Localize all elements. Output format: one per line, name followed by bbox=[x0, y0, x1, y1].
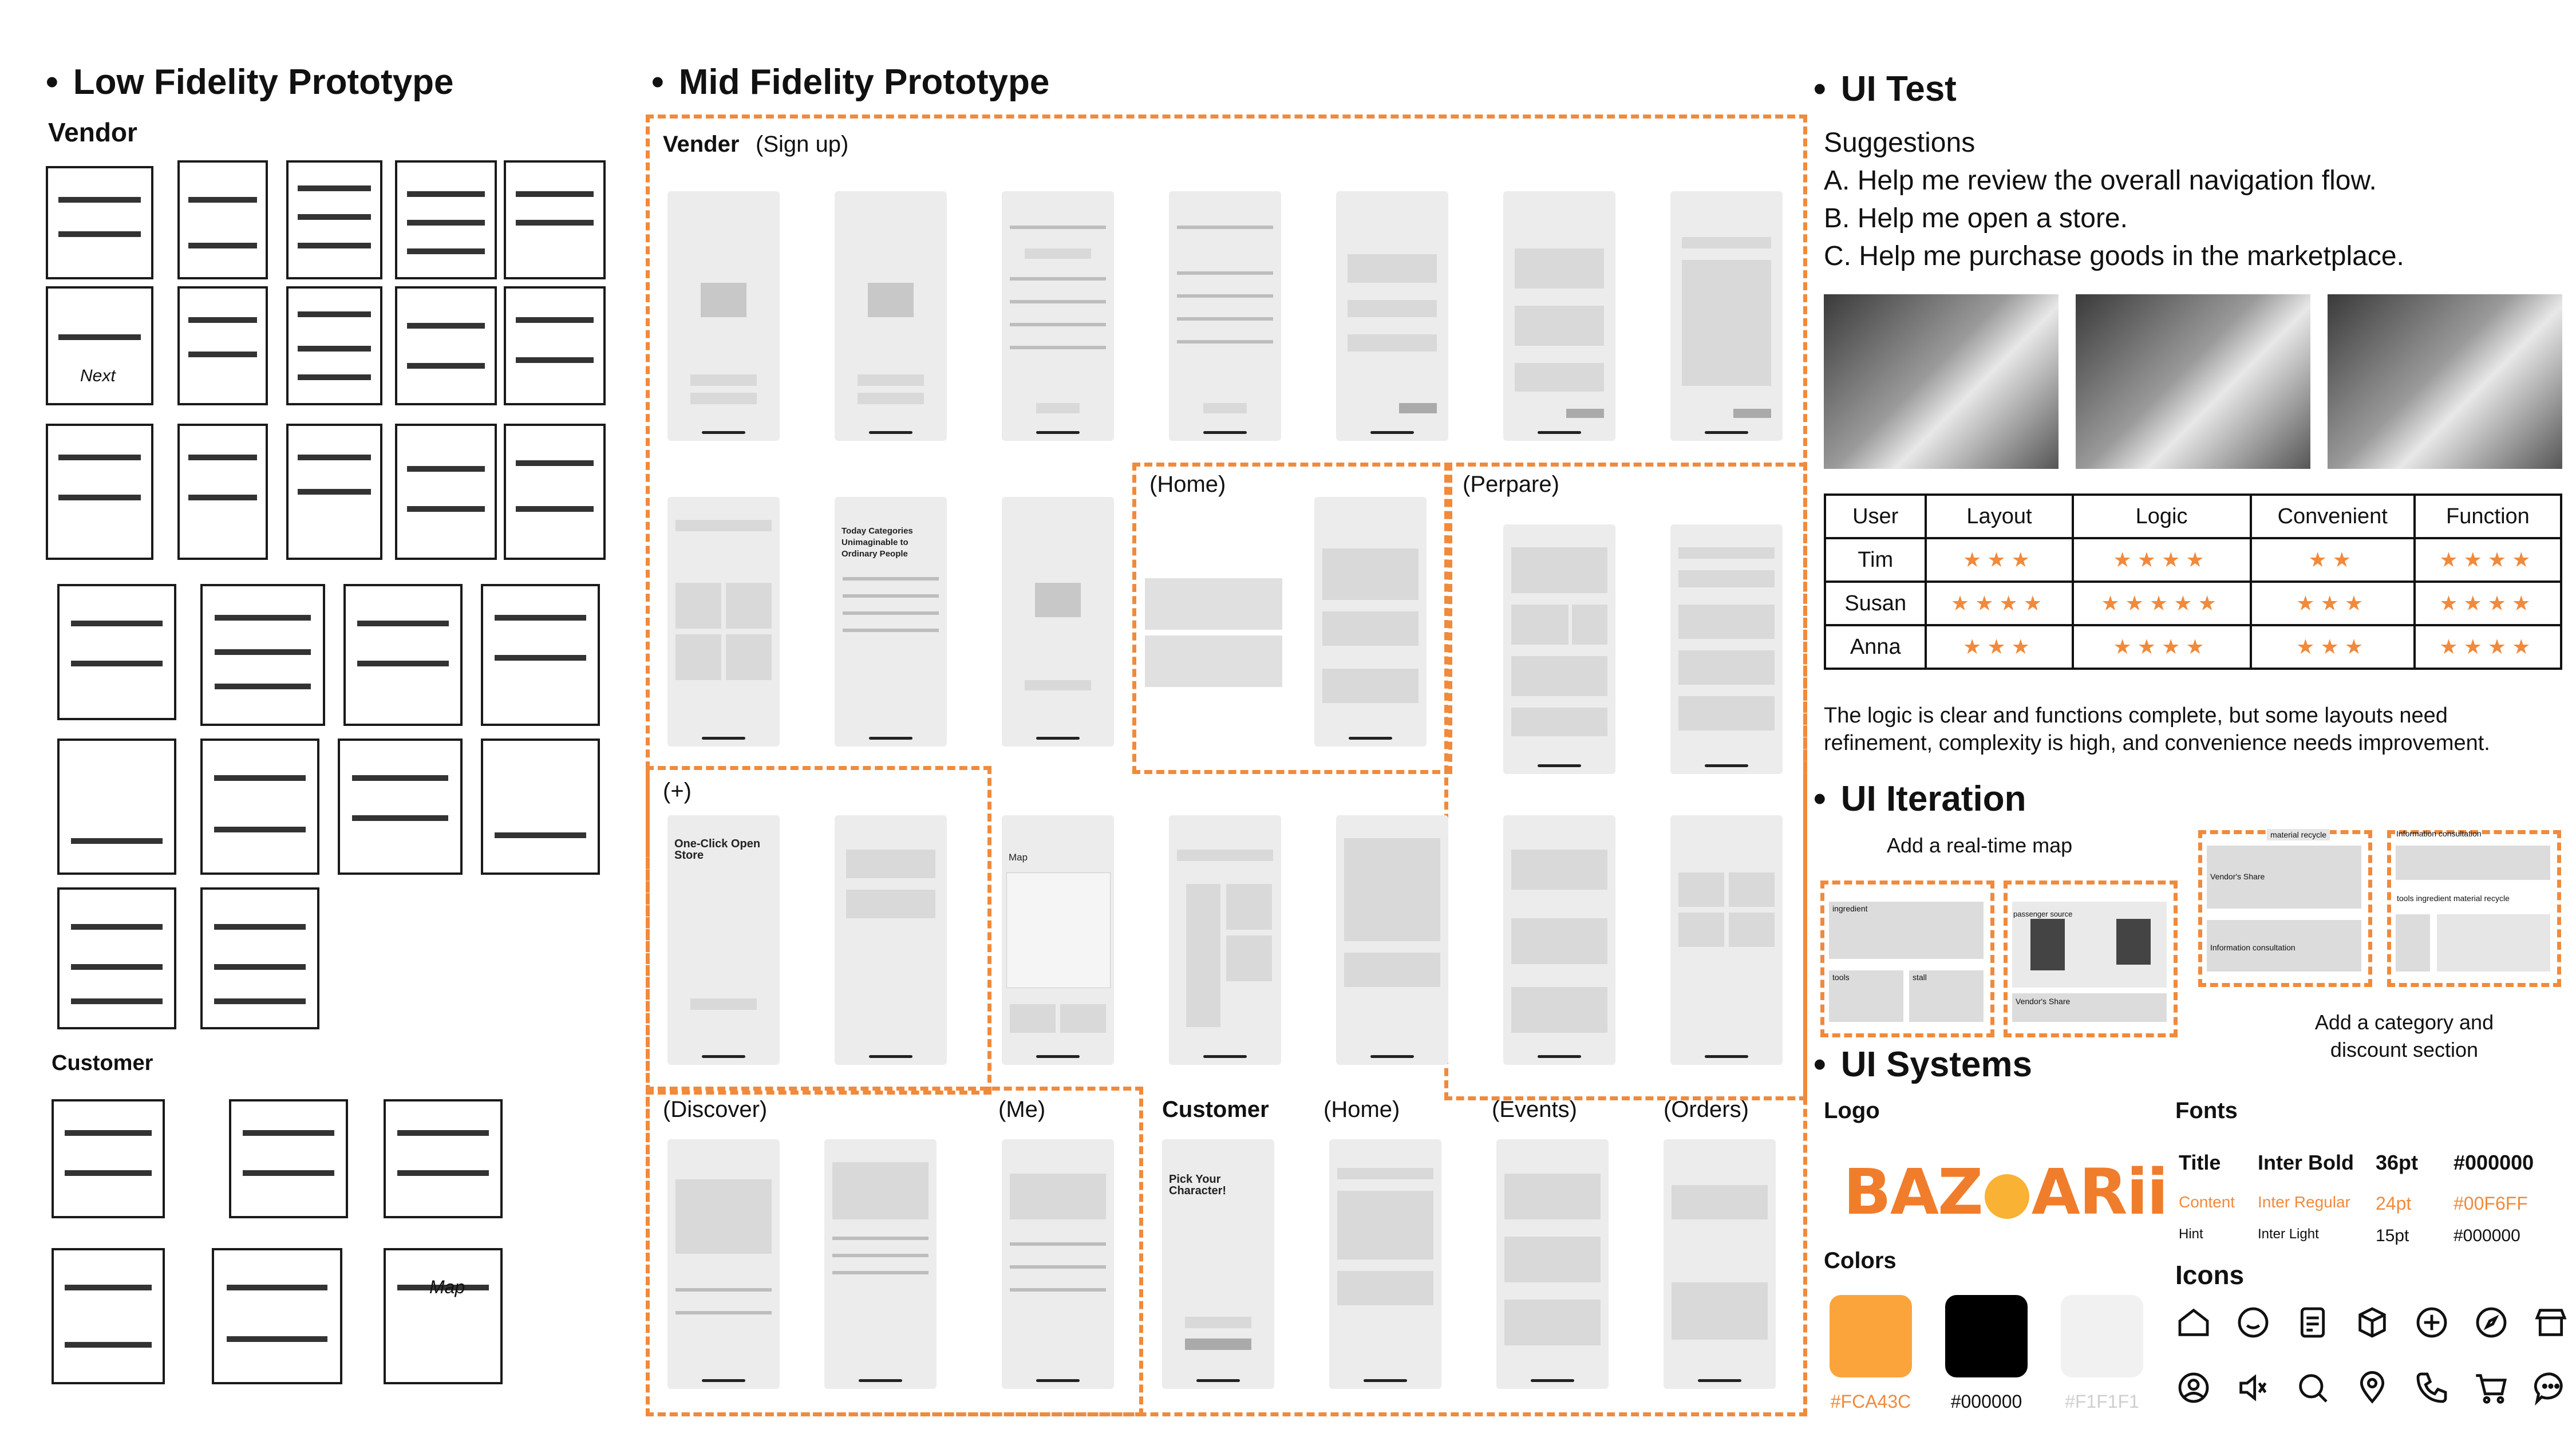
star-rating: ★★★★ bbox=[2073, 538, 2251, 582]
color-label: #000000 bbox=[1950, 1391, 2022, 1412]
rating-table bbox=[1824, 493, 2562, 670]
iteration-text: Information consultation bbox=[2210, 943, 2296, 952]
table-header: User bbox=[1825, 495, 1926, 538]
events-label: (Events) bbox=[1492, 1097, 1577, 1122]
star-rating: ★★★ bbox=[2251, 625, 2415, 669]
plus-label: (+) bbox=[663, 779, 692, 804]
color-swatch bbox=[1830, 1295, 1912, 1377]
phone-screen bbox=[1503, 524, 1615, 774]
low-fi-vendor-label: Vendor bbox=[48, 117, 137, 147]
mid-fi-heading: • Mid Fidelity Prototype bbox=[651, 62, 1049, 102]
phone-screen bbox=[835, 191, 947, 441]
star-rating: ★★ bbox=[2251, 538, 2415, 582]
ui-systems-heading: • UI Systems bbox=[1814, 1044, 2032, 1085]
user-cell: Susan bbox=[1825, 582, 1926, 625]
phone-screen bbox=[1670, 524, 1783, 774]
iteration-screen bbox=[2004, 881, 2178, 1037]
star-rating: ★★★ bbox=[1926, 538, 2072, 582]
iteration-screen bbox=[2387, 830, 2561, 987]
star-rating: ★★★ bbox=[2251, 582, 2415, 625]
logo-text: BAZ bbox=[1843, 1155, 1982, 1229]
bazaarii-logo bbox=[1843, 1155, 2167, 1229]
iteration-text: stall bbox=[1913, 973, 1927, 982]
phone-screen bbox=[1162, 1139, 1274, 1389]
mid-customer-label: Customer bbox=[1162, 1097, 1269, 1122]
user-cell: Anna bbox=[1825, 625, 1926, 669]
color-label: #F1F1F1 bbox=[2065, 1391, 2139, 1412]
phone-screen bbox=[1336, 815, 1448, 1065]
star-rating: ★★★★★ bbox=[2073, 582, 2251, 625]
phone-screen bbox=[1002, 815, 1114, 1065]
phone-screen bbox=[835, 497, 947, 747]
vendor-sketches bbox=[23, 160, 630, 1031]
table-header-row bbox=[1825, 495, 2561, 538]
one-click-text: One-Click Open Store bbox=[674, 838, 761, 862]
phone-screen bbox=[667, 815, 780, 1065]
font-spec: Inter Regular bbox=[2258, 1193, 2350, 1211]
location-icon bbox=[2354, 1369, 2391, 1406]
iteration-text: Vendor's Share bbox=[2210, 872, 2265, 881]
prepare-label: (Perpare) bbox=[1463, 472, 1559, 497]
suggestion-a: A. Help me review the overall navigation flow. bbox=[1824, 165, 2377, 196]
table-header: Convenient bbox=[2251, 495, 2415, 538]
logo-label: Logo bbox=[1824, 1098, 1880, 1123]
font-spec: 15pt bbox=[2376, 1226, 2409, 1245]
mid-vendor-sub: (Sign up) bbox=[756, 132, 849, 157]
iteration-screen bbox=[1820, 881, 1994, 1037]
shop-icon bbox=[2532, 1304, 2569, 1341]
map-text: Map bbox=[1009, 852, 1028, 863]
phone-screen bbox=[1002, 191, 1114, 441]
iteration-note-category: Add a category and discount section bbox=[2314, 1010, 2494, 1061]
phone-screen bbox=[1314, 497, 1427, 747]
phone-screen bbox=[667, 497, 780, 747]
today-text: Today Categories Unimaginable to Ordinary People bbox=[841, 526, 913, 559]
home-label: (Home) bbox=[1149, 472, 1226, 497]
iteration-text: ingredient bbox=[1832, 904, 1868, 913]
icons-label: Icons bbox=[2175, 1260, 2245, 1290]
phone-screen bbox=[1670, 815, 1783, 1065]
logo-face-icon bbox=[1985, 1174, 2029, 1219]
font-spec: #00F6FF bbox=[2453, 1193, 2528, 1214]
table-row bbox=[1825, 582, 2561, 625]
chat-icon bbox=[2532, 1369, 2569, 1406]
ui-test-heading: • UI Test bbox=[1814, 69, 1957, 109]
suggestion-b: B. Help me open a store. bbox=[1824, 203, 2128, 234]
font-spec: Content bbox=[2179, 1193, 2235, 1211]
table-header: Layout bbox=[1926, 495, 2072, 538]
iteration-text: Information consultation bbox=[2396, 829, 2482, 838]
document-icon bbox=[2294, 1304, 2331, 1341]
suggestions-title: Suggestions bbox=[1824, 128, 1976, 158]
star-rating: ★★★★ bbox=[2415, 538, 2561, 582]
discover-label: (Discover) bbox=[663, 1097, 768, 1122]
ui-iteration-heading: • UI Iteration bbox=[1814, 779, 2026, 819]
colors-label: Colors bbox=[1824, 1248, 1897, 1273]
phone-screen bbox=[667, 191, 780, 441]
font-spec: #000000 bbox=[2453, 1226, 2520, 1245]
iteration-screen bbox=[2198, 830, 2372, 987]
table-header: Logic bbox=[2073, 495, 2251, 538]
plus-circle-icon bbox=[2413, 1304, 2450, 1341]
cart-icon bbox=[2473, 1369, 2510, 1406]
font-spec: 36pt bbox=[2376, 1151, 2419, 1174]
box-icon bbox=[2354, 1304, 2391, 1341]
me-label: (Me) bbox=[998, 1097, 1046, 1122]
star-rating: ★★★★ bbox=[2415, 625, 2561, 669]
font-spec: Inter Bold bbox=[2258, 1151, 2354, 1174]
table-header: Function bbox=[2415, 495, 2561, 538]
font-spec: Inter Light bbox=[2258, 1226, 2319, 1242]
font-spec: 24pt bbox=[2376, 1193, 2412, 1214]
search-icon bbox=[2294, 1369, 2331, 1406]
test-photo bbox=[1824, 294, 2059, 469]
phone-screen bbox=[1503, 815, 1615, 1065]
iteration-text: tools ingredient material recycle bbox=[2397, 894, 2510, 903]
phone-screen bbox=[1002, 1139, 1114, 1389]
font-spec: #000000 bbox=[2453, 1151, 2534, 1174]
iteration-text: passenger source bbox=[2013, 910, 2073, 918]
orders-label: (Orders) bbox=[1664, 1097, 1749, 1122]
phone-screen bbox=[1169, 815, 1281, 1065]
star-rating: ★★★★ bbox=[2415, 582, 2561, 625]
font-spec: Title bbox=[2179, 1151, 2221, 1174]
fonts-label: Fonts bbox=[2175, 1098, 2238, 1123]
phone-screen bbox=[1329, 1139, 1441, 1389]
phone-screen bbox=[1503, 191, 1615, 441]
phone-screen bbox=[1336, 191, 1448, 441]
mid-vendor-label: Vender bbox=[663, 132, 740, 157]
pick-character-text: Pick Your Character! bbox=[1169, 1173, 1227, 1197]
color-label: #FCA43C bbox=[1830, 1391, 1911, 1412]
star-rating: ★★★★ bbox=[2073, 625, 2251, 669]
compass-icon bbox=[2473, 1304, 2510, 1341]
low-fi-heading: • Low Fidelity Prototype bbox=[46, 62, 454, 102]
smile-icon bbox=[2235, 1304, 2271, 1341]
star-rating: ★★★★ bbox=[1926, 582, 2072, 625]
sketch-next-text: Next bbox=[80, 366, 116, 385]
iteration-text: material recycle bbox=[2267, 829, 2330, 840]
phone-screen bbox=[1002, 497, 1114, 747]
home-icon bbox=[2175, 1304, 2212, 1341]
test-photo bbox=[2328, 294, 2562, 469]
font-spec: Hint bbox=[2179, 1226, 2203, 1242]
phone-screen bbox=[1670, 191, 1783, 441]
iteration-text: tools bbox=[1832, 973, 1850, 982]
low-fi-customer-label: Customer bbox=[52, 1051, 153, 1075]
phone-screen bbox=[1496, 1139, 1609, 1389]
phone-screen bbox=[824, 1139, 937, 1389]
logo-text-2: ARii bbox=[2031, 1155, 2167, 1229]
phone-icon bbox=[2413, 1369, 2450, 1406]
iteration-text: Vendor's Share bbox=[2016, 997, 2071, 1006]
user-cell: Tim bbox=[1825, 538, 1926, 582]
star-rating: ★★★ bbox=[1926, 625, 2072, 669]
iteration-note-map: Add a real-time map bbox=[1887, 834, 2073, 857]
test-photo bbox=[2076, 294, 2310, 469]
phone-screen bbox=[1664, 1139, 1776, 1389]
speaker-icon bbox=[2235, 1369, 2271, 1406]
test-conclusion: The logic is clear and functions complete, but some layouts need refinement, complexity is high, and convenience needs improvement. bbox=[1824, 704, 2490, 755]
color-swatch bbox=[1945, 1295, 2028, 1377]
phone-screen bbox=[835, 815, 947, 1065]
phone-screen bbox=[667, 1139, 780, 1389]
customer-home-label: (Home) bbox=[1323, 1097, 1400, 1122]
customer-sketches bbox=[34, 1088, 630, 1408]
sketch-map-text: Map bbox=[429, 1277, 465, 1297]
phone-screen bbox=[1169, 191, 1281, 441]
user-icon bbox=[2175, 1369, 2212, 1406]
table-row bbox=[1825, 625, 2561, 669]
suggestion-c: C. Help me purchase goods in the marketplace. bbox=[1824, 241, 2404, 271]
table-row bbox=[1825, 538, 2561, 582]
color-swatch bbox=[2061, 1295, 2143, 1377]
